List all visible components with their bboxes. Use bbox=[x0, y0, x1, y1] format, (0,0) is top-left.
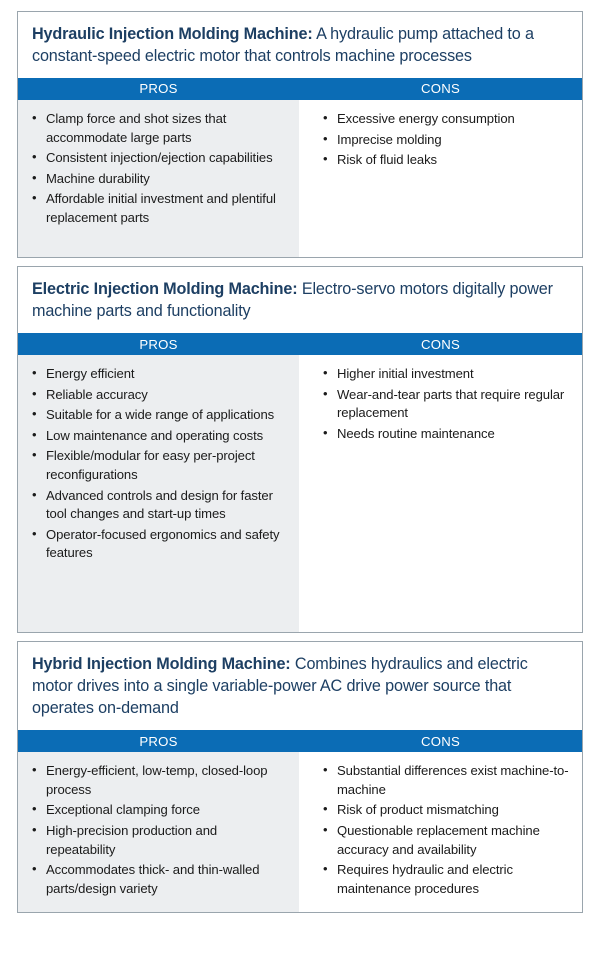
list-item: • Exceptional clamping force bbox=[26, 801, 287, 820]
list-item: • Affordable initial investment and plentiful replacement parts bbox=[26, 190, 287, 227]
cons-list bbox=[317, 110, 570, 170]
list-item: • Advanced controls and design for faster tool changes and start-up times bbox=[26, 487, 287, 524]
list-item: • High-precision production and repeatability bbox=[26, 822, 287, 859]
pros-list bbox=[26, 762, 287, 898]
pros-column bbox=[18, 100, 299, 257]
card-body bbox=[18, 355, 582, 632]
pros-column-header: PROS bbox=[139, 733, 178, 749]
pros-column-header: PROS bbox=[139, 336, 178, 352]
pros-cons-header-bar bbox=[18, 78, 582, 100]
list-item: • Needs routine maintenance bbox=[317, 425, 570, 444]
cons-list bbox=[317, 762, 570, 898]
pros-column-header: PROS bbox=[139, 81, 178, 97]
pros-cons-header-bar bbox=[18, 333, 582, 355]
cons-column-header: CONS bbox=[421, 81, 460, 97]
cons-list bbox=[317, 365, 570, 443]
card-title-lead: Hydraulic Injection Molding Machine: bbox=[32, 25, 313, 43]
list-item: • Energy efficient bbox=[26, 365, 287, 384]
card-title bbox=[18, 267, 582, 333]
card-title-rest: Electro-servo motors digitally power machine parts and functionality bbox=[32, 280, 553, 321]
list-item: • Clamp force and shot sizes that accommodate large parts bbox=[26, 110, 287, 147]
pros-column bbox=[18, 355, 299, 632]
list-item: • Risk of fluid leaks bbox=[317, 151, 570, 170]
machine-card-electric bbox=[17, 266, 583, 633]
pros-list bbox=[26, 110, 287, 227]
card-title-rest: A hydraulic pump attached to a constant-speed electric motor that controls machine processes bbox=[32, 25, 534, 66]
list-item: • Questionable replacement machine accuracy and availability bbox=[317, 822, 570, 859]
list-item: • Imprecise molding bbox=[317, 131, 570, 150]
cons-column bbox=[299, 752, 582, 912]
pros-list bbox=[26, 365, 287, 563]
list-item: • Accommodates thick- and thin-walled parts/design variety bbox=[26, 861, 287, 898]
list-item: • Higher initial investment bbox=[317, 365, 570, 384]
list-item: • Consistent injection/ejection capabilities bbox=[26, 149, 287, 168]
cons-column bbox=[299, 355, 582, 632]
list-item: • Flexible/modular for easy per-project reconfigurations bbox=[26, 447, 287, 484]
list-item: • Operator-focused ergonomics and safety features bbox=[26, 526, 287, 563]
list-item: • Suitable for a wide range of applications bbox=[26, 406, 287, 425]
machine-card-hybrid bbox=[17, 641, 583, 913]
card-title-rest: Combines hydraulics and electric motor drives into a single variable-power AC drive power source that operates on-demand bbox=[32, 655, 528, 718]
list-item: • Risk of product mismatching bbox=[317, 801, 570, 820]
list-item: • Wear-and-tear parts that require regular replacement bbox=[317, 386, 570, 423]
list-item: • Substantial differences exist machine-to-machine bbox=[317, 762, 570, 799]
cons-column bbox=[299, 100, 582, 257]
card-body bbox=[18, 752, 582, 912]
card-title-lead: Electric Injection Molding Machine: bbox=[32, 280, 298, 299]
cons-column-header: CONS bbox=[421, 733, 460, 749]
list-item: • Energy-efficient, low-temp, closed-loop process bbox=[26, 762, 287, 799]
list-item: • Machine durability bbox=[26, 170, 287, 189]
list-item: • Requires hydraulic and electric maintenance procedures bbox=[317, 861, 570, 898]
card-title bbox=[18, 642, 582, 730]
pros-column bbox=[18, 752, 299, 912]
cons-column-header: CONS bbox=[421, 336, 460, 352]
pros-cons-header-bar bbox=[18, 730, 582, 752]
list-item: • Excessive energy consumption bbox=[317, 110, 570, 129]
card-title-lead: Hybrid Injection Molding Machine: bbox=[32, 655, 291, 674]
card-body bbox=[18, 100, 582, 257]
machine-card-hydraulic bbox=[17, 11, 583, 258]
list-item: • Low maintenance and operating costs bbox=[26, 427, 287, 446]
list-item: • Reliable accuracy bbox=[26, 386, 287, 405]
card-title bbox=[18, 12, 582, 78]
